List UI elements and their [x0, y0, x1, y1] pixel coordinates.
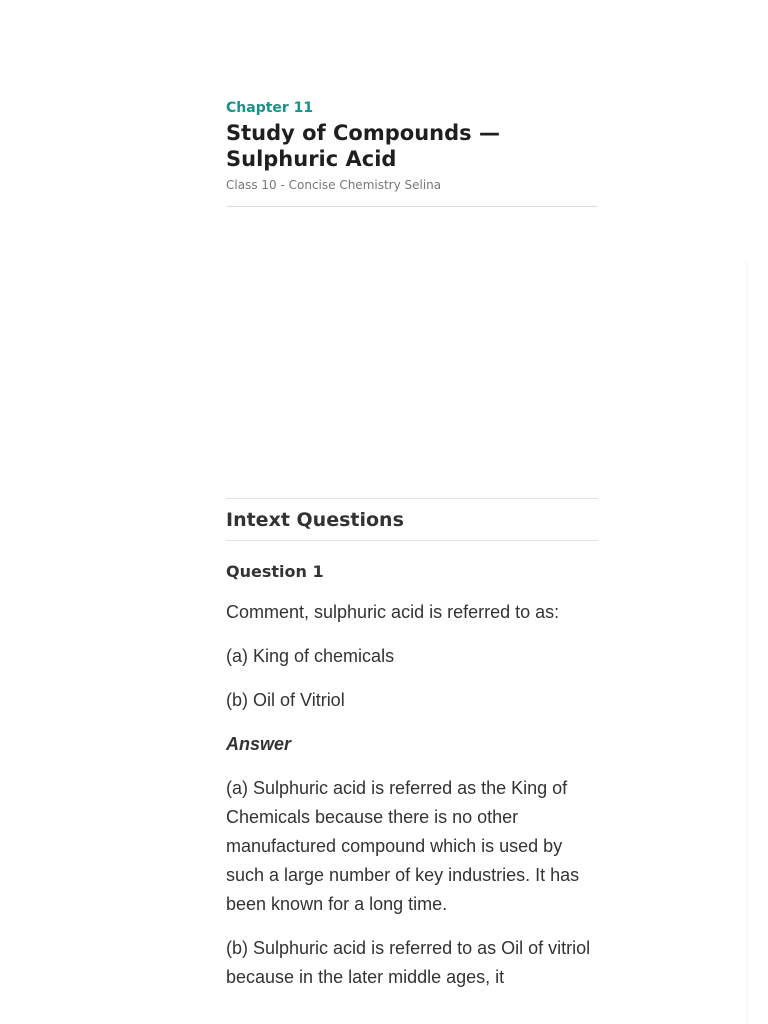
answer-part-a: (a) Sulphuric acid is referred as the King of Chemicals because there is no other manufactured compound which is used by such a large number of key industries. It has been known for a long time. [226, 777, 580, 914]
chapter-header [226, 98, 598, 207]
ad-placeholder [226, 207, 598, 482]
section-heading: Intext Questions [226, 498, 598, 541]
question-prompt: Comment, sulphuric acid is referred to as: [226, 601, 560, 622]
answer-label: Answer [226, 733, 292, 754]
book-subtitle: Class 10 - Concise Chemistry Selina [226, 178, 442, 192]
page-title: Study of Compounds — Sulphuric Acid [226, 121, 500, 171]
page-edge-shadow [742, 260, 748, 1024]
answer-part-b: (b) Sulphuric acid is referred to as Oil of vitriol because in the later middle ages, it [226, 937, 591, 987]
chapter-label: Chapter 11 [226, 100, 314, 116]
question-heading: Question 1 [226, 561, 324, 581]
article [226, 98, 598, 992]
question-option-b: (b) Oil of Vitriol [226, 689, 345, 710]
question-option-a: (a) King of chemicals [226, 645, 395, 666]
